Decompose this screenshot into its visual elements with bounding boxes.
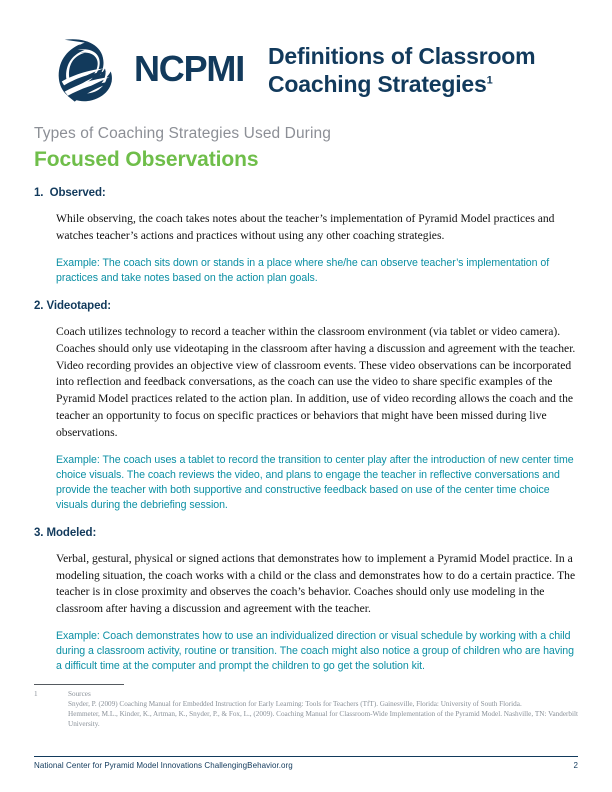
page-title-line1: Definitions of Classroom: [268, 43, 536, 69]
ncpmi-wordmark: NCPMI: [134, 48, 244, 89]
section-body: [34, 211, 578, 286]
section-example: Example: Coach demonstrates how to use an individualized direction or visual schedule by working with a child during a classroom activity, routine or transition. The coach might also notice a group of children who are having a difficult time at the computer and prompt the children to go get the solution kit.: [56, 629, 574, 673]
section-title: Modeled:: [46, 526, 97, 539]
subtitle-main: Focused Observations: [34, 148, 259, 172]
footnote-text: [68, 690, 578, 730]
footnote-divider: [34, 684, 124, 685]
main-content: [0, 173, 612, 674]
footnote-marker: 1: [34, 690, 38, 698]
subtitle-block: [0, 106, 612, 173]
section-paragraph: Coach utilizes technology to record a teacher within the classroom environment (via tablet or video camera). Coaches should only use videotaping in the classroom after having a discussion and agreement with the teacher. Video recording provides an objective view of classroom events. These video observations can be incorporated into reflection and feedback conversations, as the coach can use the video to share specific examples of the Pyramid Model practices related to the action plan. In addition, use of video recording allows the coach and the teacher an opportunity to focus on specific practices or behaviors that might have been missed during live observations.: [56, 325, 576, 439]
section-number: 3.: [34, 526, 44, 539]
section-body: [34, 551, 578, 674]
page-title-line2: Coaching Strategies: [268, 71, 487, 98]
section-paragraph: While observing, the coach takes notes about the teacher’s implementation of Pyramid Model practices and watches teacher’s actions and practices without using any other coaching strategies.: [56, 212, 555, 243]
page-title: [268, 30, 535, 98]
section-example: Example: The coach uses a tablet to record the transition to center play after the introduction of new center time choice visuals. The coach reviews the video, and plans to engage the teacher in reflective conversations and provide the teacher with both supportive and constructive feedback based on use of the center time choice visuals during the debriefing session.: [56, 453, 574, 511]
footnotes-block: [34, 684, 578, 730]
section-example: Example: The coach sits down or stands in a place where she/he can observe teacher’s implementation of practices and take notes based on the action plan goals.: [56, 257, 550, 285]
subtitle-eyebrow: Types of Coaching Strategies Used During: [34, 125, 331, 142]
page-header: [0, 0, 612, 106]
section-body: [34, 324, 578, 513]
section-number: 2.: [34, 300, 44, 313]
section-heading: [34, 187, 578, 199]
title-footnote-marker: 1: [486, 74, 493, 87]
section-title: Observed:: [49, 187, 106, 200]
footnote-label: Sources: [68, 690, 91, 698]
footnote-citation-1: Snyder, P. (2009) Coaching Manual for Embedded Instruction for Early Learning: Tools for Teachers (TfT). Gainesville, Florida: University of South Florida.: [68, 699, 522, 708]
page-footer: [34, 756, 578, 770]
section-videotaped: [34, 300, 578, 513]
ncpmi-logo: [56, 30, 244, 106]
section-paragraph: Verbal, gestural, physical or signed actions that demonstrates how to implement a Pyramid Model practice. In a modeling situation, the coach works with a child or the class and demonstrates how to do a certain practice. The teacher is in close proximity and observes the coach’s behavior. Coaches should only use modeling in the classroom after having a discussion and agreement with the teacher.: [56, 551, 576, 616]
footnote-citation-2: Hemmeter, M.L., Kinder, K., Artman, K., Snyder, P., & Fox, L., (2009). Coaching Manual for Classroom-Wide Implementation of the Pyramid Model. Nashville, TN: Vanderbilt University.: [68, 709, 579, 728]
section-modeled: [34, 527, 578, 674]
footer-page-number: 2: [573, 761, 578, 770]
footer-row: [34, 761, 578, 770]
section-heading: [34, 527, 578, 539]
footnote-entry: [34, 690, 578, 730]
ncpmi-swirl-logo-icon: [56, 34, 128, 106]
footer-organization: National Center for Pyramid Model Innovations ChallengingBehavior.org: [34, 761, 293, 770]
footer-divider: [34, 756, 578, 757]
section-title: Videotaped:: [46, 300, 112, 313]
section-observed: [34, 187, 578, 286]
section-heading: [34, 300, 578, 312]
section-number: 1.: [34, 187, 44, 200]
